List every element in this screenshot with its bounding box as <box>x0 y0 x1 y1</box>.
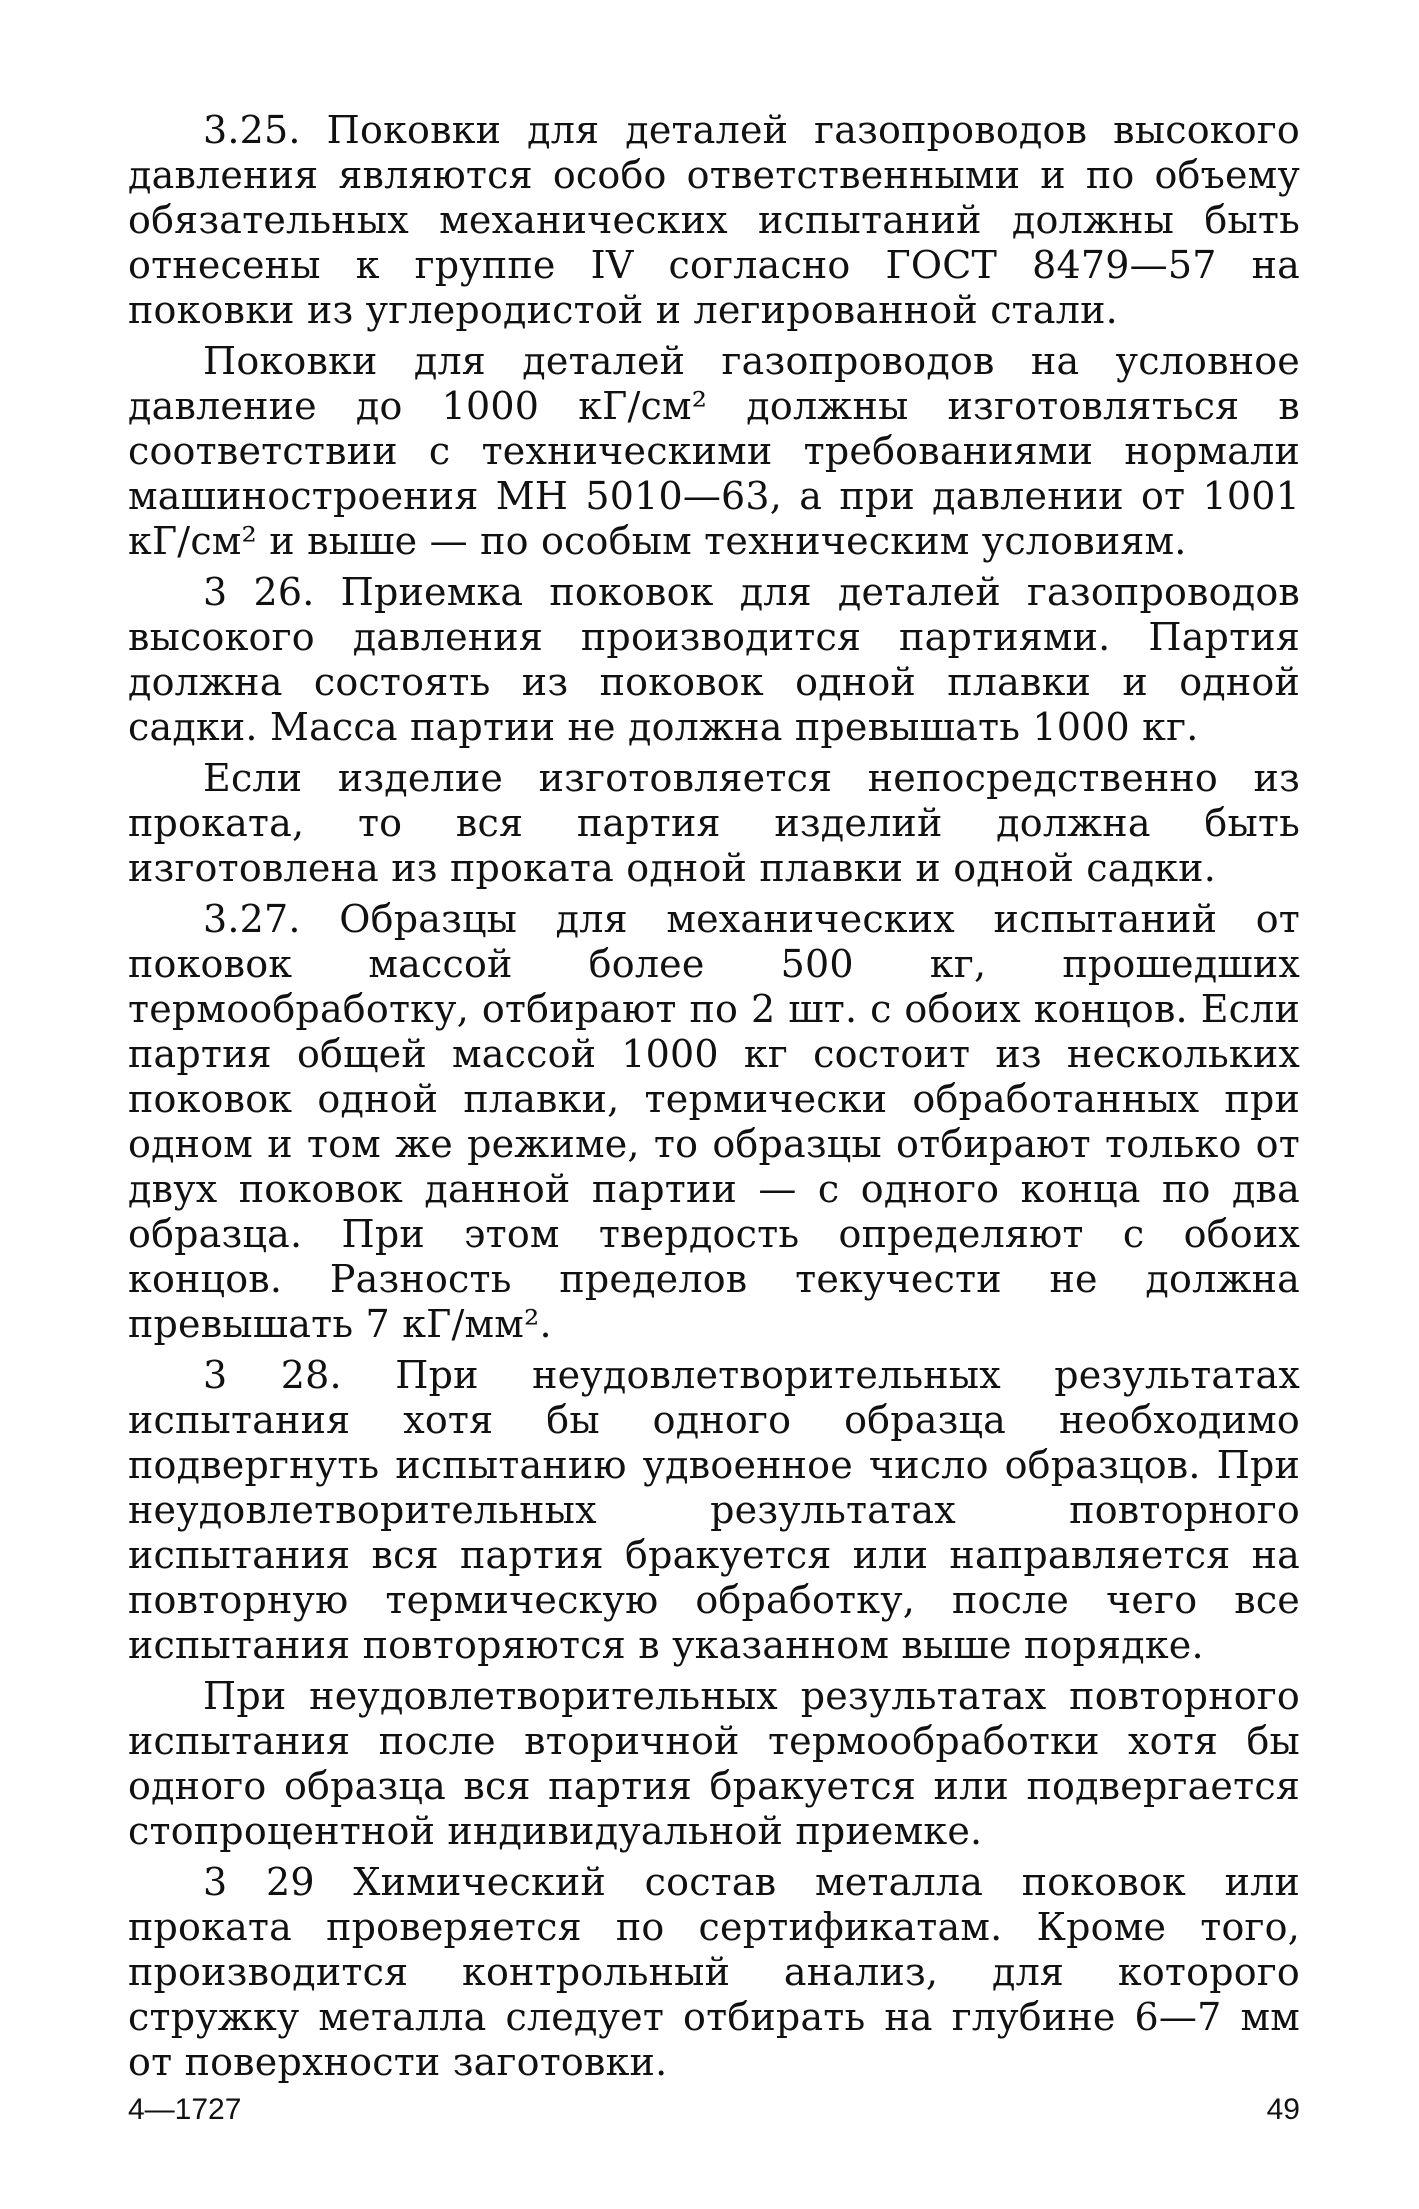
paragraph-3-27: 3.27. Образцы для механических испытаний от поковок массой более 500 кг, прошедших термообработку, отбирают по 2 шт. с обоих концов. Если партия общей массой 1000 кг состоит из нескольких поковок одной плавки, термически обработанных при одном и том же режиме, то образцы отбирают только от двух поковок данной партии — с одного конца по два образца. При этом твердость определяют с обоих концов. Разность пределов текучести не должна превышать 7 кГ/мм². <box>128 897 1300 1346</box>
paragraph-3-25: 3.25. Поковки для деталей газопроводов высокого давления являются особо ответственными и по объему обязательных механических испытаний должны быть отнесены к группе IV согласно ГОСТ 8479—57 на поковки из углеродистой и легированной стали. <box>128 108 1300 332</box>
page-number: 49 <box>1266 2093 1300 2126</box>
paragraph-3-26-continued: Если изделие изготовляется непосредственно из проката, то вся партия изделий должна быть изготовлена из проката одной плавки и одной садки. <box>128 756 1300 890</box>
paragraph-3-28: 3 28. При неудовлетворительных результатах испытания хотя бы одного образца необходимо подвергнуть испытанию удвоенное число образцов. При неудовлетворительных результатах повторного испытания вся партия бракуется или направляется на повторную термическую обработку, после чего все испытания повторяются в указанном выше порядке. <box>128 1353 1300 1667</box>
paragraph-3-26: 3 26. Приемка поковок для деталей газопроводов высокого давления производится партиями. Партия должна состоять из поковок одной плавки и одной садки. Масса партии не должна превышать 1000 кг. <box>128 570 1300 749</box>
signature-mark: 4—1727 <box>128 2093 242 2126</box>
paragraph-3-29: 3 29 Химический состав металла поковок или проката проверяется по сертификатам. Кроме того, производится контрольный анализ, для которого стружку металла следует отбирать на глубине 6—7 мм от поверхности заготовки. <box>128 1860 1300 2084</box>
body-text <box>128 108 1300 2085</box>
paragraph-3-28-continued: При неудовлетворительных результатах повторного испытания после вторичной термообработки хотя бы одного образца вся партия бракуется или подвергается стопроцентной индивидуальной приемке. <box>128 1674 1300 1853</box>
paragraph-3-25-continued: Поковки для деталей газопроводов на условное давление до 1000 кГ/см² должны изготовляться в соответствии с техническими требованиями нормали машиностроения МН 5010—63, а при давлении от 1001 кГ/см² и выше — по особым техническим условиям. <box>128 339 1300 563</box>
